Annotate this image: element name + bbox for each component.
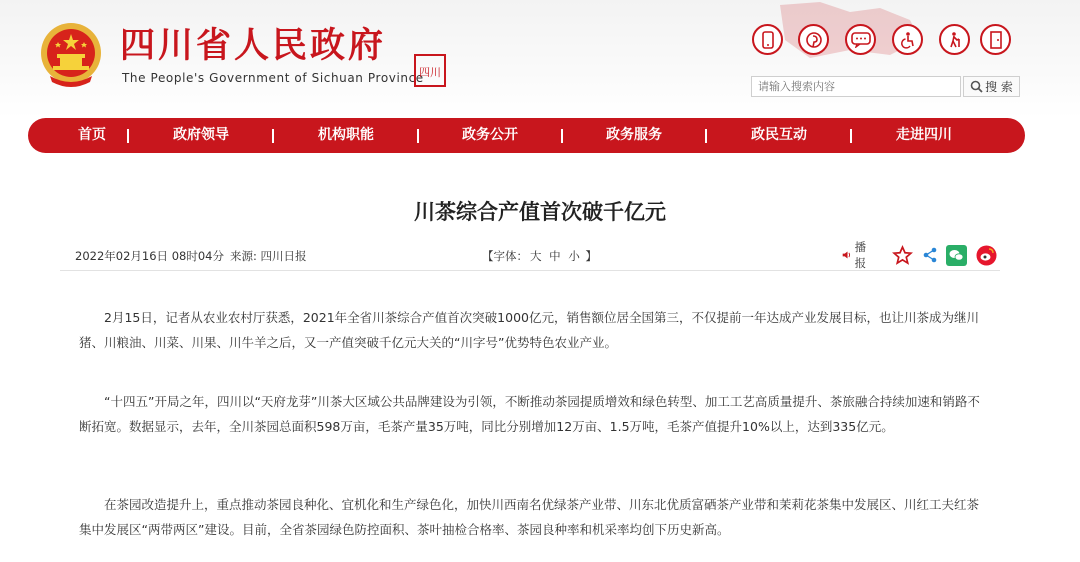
message-icon[interactable] <box>845 24 876 55</box>
play-button[interactable] <box>842 240 871 270</box>
main-nav <box>28 118 1025 153</box>
font-size-label: 【字体： <box>482 249 528 263</box>
article-paragraph: 2月15日，记者从农业农村厅获悉，2021年全省川茶综合产值首次突破1000亿元，销售额位居全国第三，不仅提前一年达成产业发展目标，也让川茶成为继川猪、川粮油、川菜、川果、川牛羊之后，又一产值突破千亿元大关的“川字号”优势特色农业产业。 <box>79 310 979 350</box>
play-label: 播报 <box>854 240 867 270</box>
article-paragraph: 在茶园改造提升上，重点推动茶园良种化、宜机化和生产绿色化，加快川西南名优绿茶产业带、川东北优质富硒茶产业带和茉莉花茶集中发展区、川红工夫红茶集中发展区“两带两区”建设。目前，全省茶园绿色防控面积、茶叶抽检合格率、茶园良种率和机采率均创下历史新高。 <box>79 497 980 537</box>
nav-item-home[interactable]: 首页 <box>78 127 106 143</box>
font-medium-button[interactable]: 中 <box>549 249 561 263</box>
nav-item-leaders[interactable]: 政府领导 <box>173 127 229 143</box>
search-button[interactable] <box>963 76 1020 97</box>
wechat-share-button[interactable] <box>946 244 967 266</box>
elderly-icon[interactable] <box>939 24 970 55</box>
site-header <box>0 0 1080 118</box>
wechat-icon <box>946 245 967 266</box>
nav-item-about-sichuan[interactable]: 走进四川 <box>896 127 952 143</box>
nav-separator <box>561 129 563 143</box>
search-icon <box>970 80 983 93</box>
nav-separator <box>272 129 274 143</box>
weibo-icon <box>976 245 997 266</box>
publish-date: 2022年02月16日 08时04分 <box>75 249 224 263</box>
search-input[interactable] <box>751 76 961 97</box>
font-size-controls <box>482 248 597 264</box>
font-large-button[interactable]: 大 <box>530 249 542 263</box>
search-button-label: 搜 索 <box>985 80 1013 94</box>
article-title: 川茶综合产值首次破千亿元 <box>414 200 666 224</box>
share-icon <box>922 247 938 263</box>
font-small-button[interactable]: 小 <box>568 249 580 263</box>
seal-logo <box>414 54 446 87</box>
nav-item-services[interactable]: 政务服务 <box>606 127 662 143</box>
nav-item-institutions[interactable]: 机构职能 <box>318 127 374 143</box>
nav-separator <box>705 129 707 143</box>
favorite-button[interactable] <box>892 244 913 266</box>
nav-separator <box>127 129 129 143</box>
weibo-share-button[interactable] <box>976 244 997 266</box>
article-meta <box>60 242 1000 271</box>
nav-separator <box>850 129 852 143</box>
article-source: 来源: 四川日报 <box>230 249 307 263</box>
star-icon <box>892 245 913 266</box>
share-button[interactable] <box>922 244 938 266</box>
speaker-icon <box>842 248 852 262</box>
article-paragraph: “十四五”开局之年，四川以“天府龙芽”川茶大区域公共品牌建设为引领，不断推动茶园提质增效和绿色转型、加工工艺高质量提升、茶旅融合持续加速和销路不断拓宽。数据显示，去年，全川茶园总面积598万亩，毛茶产量35万吨，同比分别增加12万亩、1.5万吨，毛茶产值提升10%以上，达到335亿元。 <box>79 394 980 434</box>
pinterest-icon[interactable] <box>798 24 829 55</box>
seal-text: 四川 <box>419 66 441 79</box>
site-title: 四川省人民政府 <box>120 26 387 66</box>
national-emblem-icon <box>38 20 104 90</box>
accessibility-icon[interactable] <box>892 24 923 55</box>
nav-item-interaction[interactable]: 政民互动 <box>751 127 807 143</box>
nav-separator <box>417 129 419 143</box>
mobile-icon[interactable] <box>752 24 783 55</box>
site-subtitle: The People's Government of Sichuan Province <box>122 71 424 85</box>
font-size-close: 】 <box>585 249 597 263</box>
exit-icon[interactable] <box>980 24 1011 55</box>
nav-item-open-affairs[interactable]: 政务公开 <box>462 127 518 143</box>
